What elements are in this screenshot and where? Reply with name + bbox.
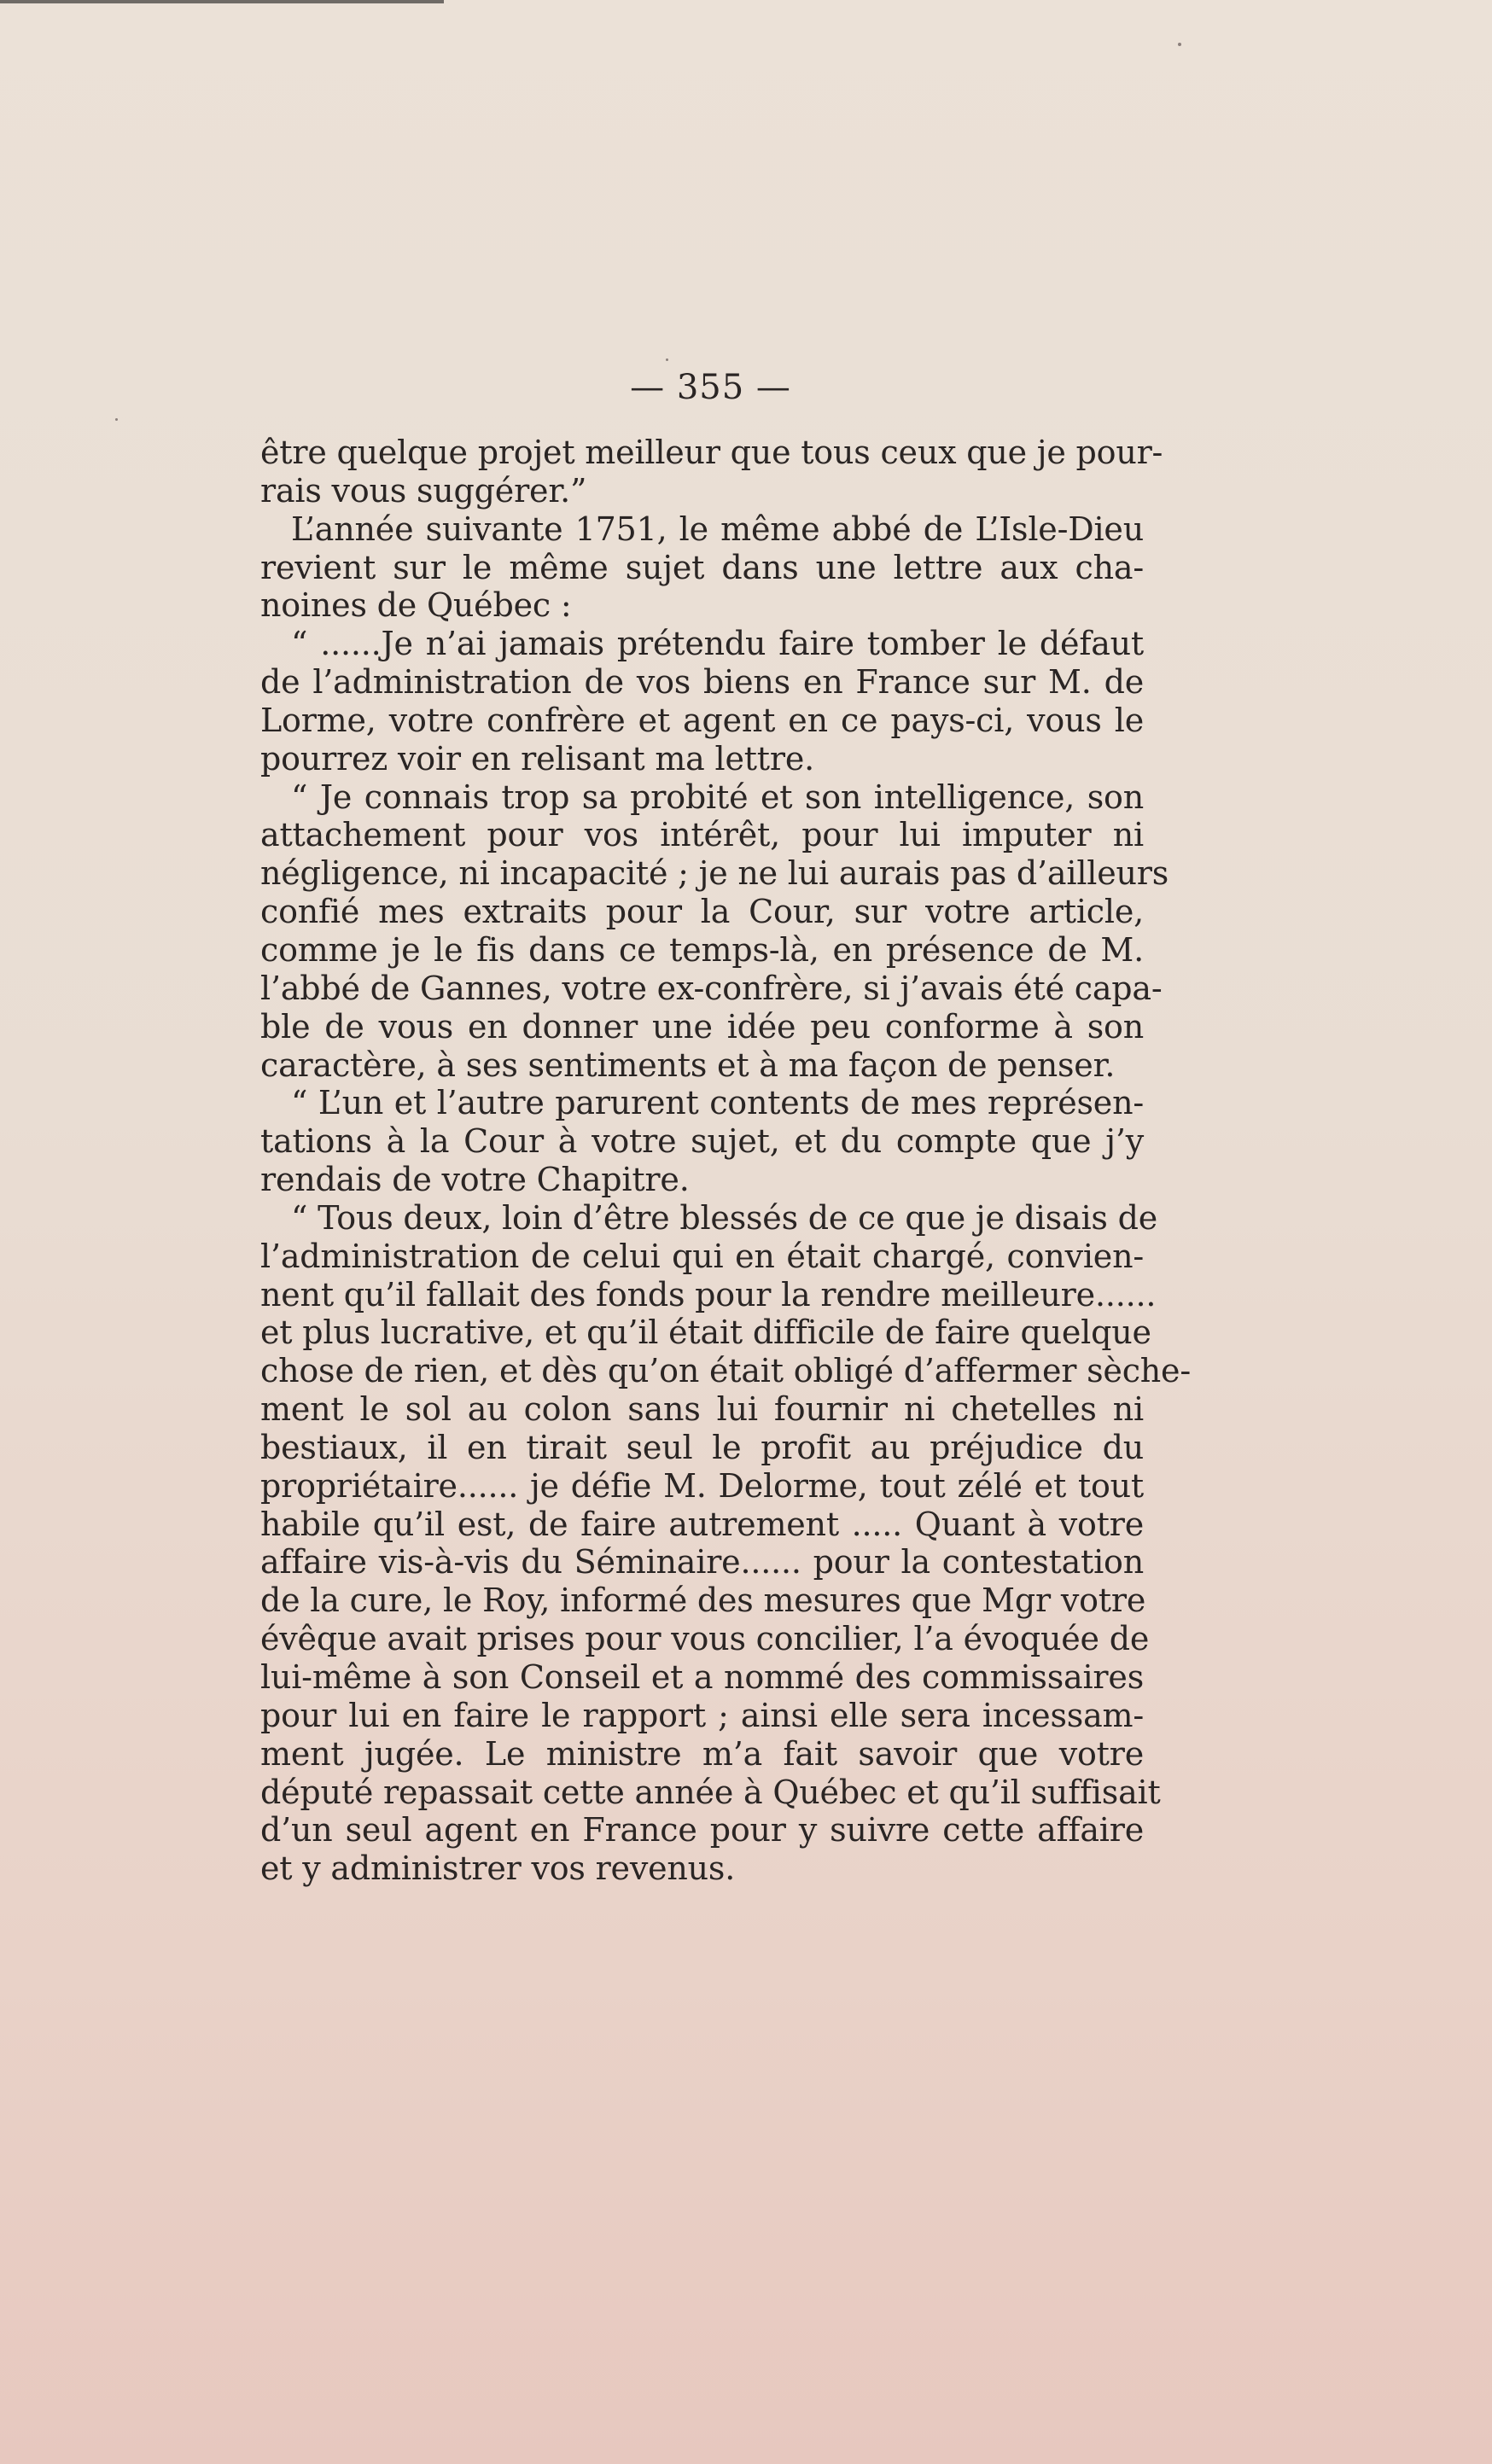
text-line: noines de Québec : — [260, 586, 572, 625]
text-line: de l’administration de vos biens en France sur M. de — [260, 663, 1144, 702]
text-line: Lorme, votre confrère et agent en ce pays-ci, vous le — [260, 701, 1144, 739]
text-line: et y administrer vos revenus. — [260, 1849, 736, 1888]
text-line: “ L’un et l’autre parurent contents de mes représen- — [291, 1084, 1144, 1122]
text-line: pourrez voir en relisant ma lettre. — [260, 739, 815, 778]
page-text-block — [260, 367, 1191, 1888]
text-line: L’année suivante 1751, le même abbé de L’Isle-Dieu — [291, 510, 1144, 548]
text-line: ble de vous en donner une idée peu conforme à son — [260, 1007, 1144, 1046]
paper-speck — [666, 358, 668, 361]
text-line: comme je le fis dans ce temps-là, en présence de M. — [260, 930, 1144, 969]
text-line: “ Tous deux, loin d’être blessés de ce que je disais de — [291, 1198, 1158, 1237]
text-line: de la cure, le Roy, informé des mesures que Mgr votre — [260, 1582, 1146, 1620]
text-line: propriétaire...... je défie M. Delorme, tout zélé et tout — [260, 1466, 1144, 1505]
text-line: bestiaux, il en tirait seul le profit au préjudice du — [260, 1428, 1144, 1466]
text-line: négligence, ni incapacité ; je ne lui aurais pas d’ailleurs — [260, 854, 1169, 893]
paper-speck — [1178, 43, 1181, 46]
text-line: “ Je connais trop sa probité et son intelligence, son — [291, 778, 1144, 816]
text-line: chose de rien, et dès qu’on était obligé d’affermer sèche- — [260, 1352, 1191, 1390]
text-line: rais vous suggérer.” — [260, 471, 587, 510]
text-line: évêque avait prises pour vous concilier, l’a évoquée de — [260, 1620, 1150, 1658]
text-line: caractère, à ses sentiments et à ma façon de penser. — [260, 1046, 1116, 1084]
page-number: — 355 — — [630, 368, 791, 407]
text-line: affaire vis-à-vis du Séminaire...... pour la contestation — [260, 1543, 1144, 1582]
text-line: confié mes extraits pour la Cour, sur votre article, — [260, 893, 1144, 931]
text-line: ment jugée. Le ministre m’a fait savoir que votre — [260, 1734, 1144, 1773]
text-line: revient sur le même sujet dans une lettre aux cha- — [260, 548, 1144, 586]
text-line: nent qu’il fallait des fonds pour la rendre meilleure...... — [260, 1275, 1157, 1314]
text-line: “ ......Je n’ai jamais prétendu faire tomber le défaut — [291, 625, 1144, 663]
text-line: d’un seul agent en France pour y suivre cette affaire — [260, 1811, 1144, 1849]
text-line: attachement pour vos intérêt, pour lui imputer ni — [260, 816, 1144, 854]
text-line: député repassait cette année à Québec et qu’il suffisait — [260, 1773, 1161, 1811]
paper-speck — [115, 418, 118, 421]
text-line: lui-même à son Conseil et a nommé des commissaires — [260, 1658, 1144, 1696]
text-line: tations à la Cour à votre sujet, et du compte que j’y — [260, 1122, 1144, 1161]
scan-top-edge — [0, 0, 444, 3]
text-line: et plus lucrative, et qu’il était difficile de faire quelque — [260, 1314, 1151, 1352]
text-line: ment le sol au colon sans lui fournir ni chetelles ni — [260, 1390, 1144, 1429]
text-line: habile qu’il est, de faire autrement ..... Quant à votre — [260, 1505, 1144, 1543]
text-line: l’administration de celui qui en était chargé, convien- — [260, 1237, 1144, 1275]
text-line: pour lui en faire le rapport ; ainsi elle sera incessam- — [260, 1696, 1144, 1734]
text-line: être quelque projet meilleur que tous ceux que je pour- — [260, 434, 1163, 471]
text-line: l’abbé de Gannes, votre ex-confrère, si j’avais été capa- — [260, 969, 1163, 1007]
text-line: rendais de votre Chapitre. — [260, 1161, 690, 1199]
